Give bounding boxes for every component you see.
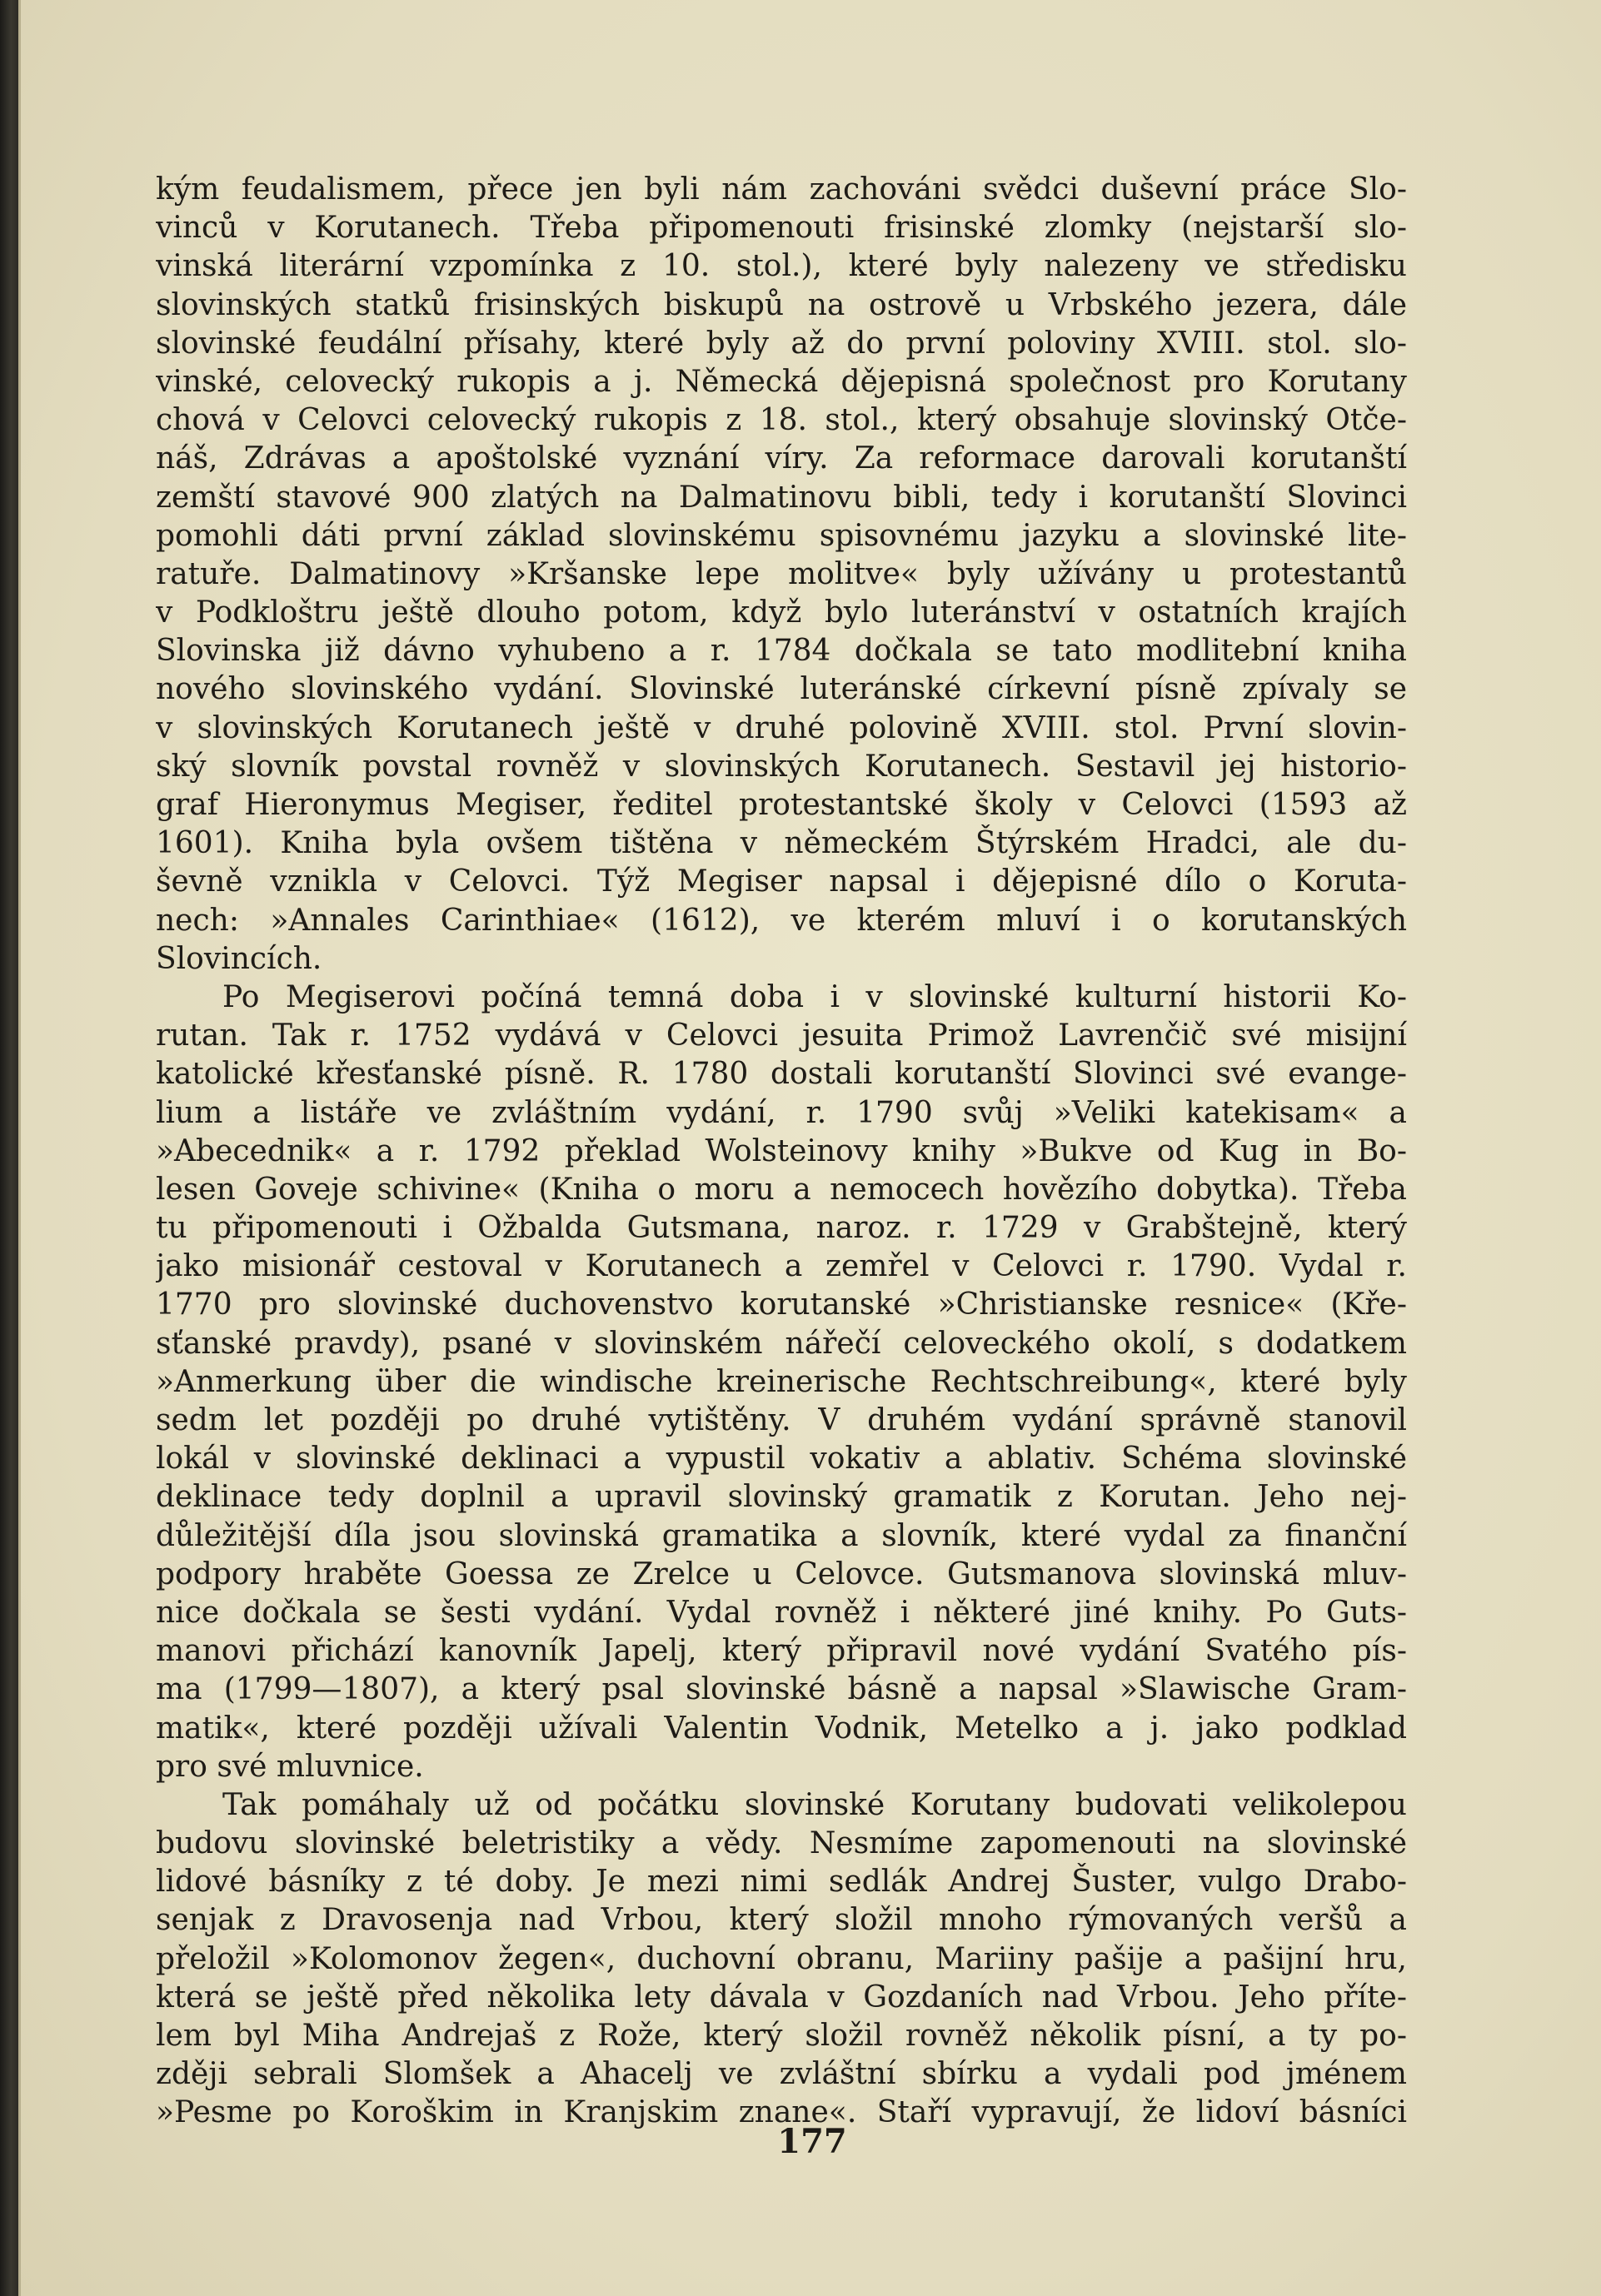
text-line: senjak z Dravosenja nad Vrbou, který složil mnoho rýmovaných veršů a <box>156 1903 1407 1938</box>
text-line: kým feudalismem, přece jen byli nám zachováni svědci duševní práce Slo- <box>156 172 1407 207</box>
text-line: vinců v Korutanech. Třeba připomenouti frisinské zlomky (nejstarší slo- <box>156 211 1407 246</box>
text-line: tu připomenouti i Ožbalda Gutsmana, naroz. r. 1729 v Grabštejně, který <box>156 1211 1407 1246</box>
text-line: vinské, celovecký rukopis a j. Německá dějepisná společnost pro Korutany <box>156 364 1407 399</box>
text-line: »Anmerkung über die windische kreinerische Rechtschreibung«, které byly <box>156 1364 1407 1399</box>
text-line: nového slovinského vydání. Slovinské luteránské církevní písně zpívaly se <box>156 672 1407 707</box>
text-line: »Abecednik« a r. 1792 překlad Wolsteinovy knihy »Bukve od Kug in Bo- <box>156 1133 1407 1168</box>
text-line: katolické křesťanské písně. R. 1780 dostali korutanští Slovinci své evange- <box>156 1057 1407 1092</box>
text-line: v slovinských Korutanech ještě v druhé polovině XVIII. stol. První slovin- <box>156 710 1407 745</box>
text-line: zemští stavové 900 zlatých na Dalmatinovu bibli, tedy i korutanští Slovinci <box>156 480 1407 515</box>
text-line: sedm let později po druhé vytištěny. V druhém vydání správně stanovil <box>156 1403 1407 1437</box>
text-line: Slovinska již dávno vyhubeno a r. 1784 dočkala se tato modlitební kniha <box>156 634 1407 669</box>
text-line: náš, Zdrávas a apoštolské vyznání víry. Za reformace darovali korutanští <box>156 441 1407 476</box>
text-line: nice dočkala se šesti vydání. Vydal rovněž i některé jiné knihy. Po Guts- <box>156 1595 1407 1630</box>
text-line: slovinských statků frisinských biskupů na ostrově u Vrbského jezera, dále <box>156 287 1407 322</box>
text-line: která se ještě před několika lety dávala v Gozdaních nad Vrbou. Jeho přítе- <box>156 1980 1407 2015</box>
text-line: jako misionář cestoval v Korutanech a zemřel v Celovci r. 1790. Vydal r. <box>156 1249 1407 1284</box>
text-line: 1770 pro slovinské duchovenstvo korutanské »Christianske resnice« (Kře- <box>156 1287 1407 1322</box>
text-line: lidové básníky z té doby. Je mezi nimi sedlák Andrej Šuster, vulgo Drabo- <box>156 1865 1407 1900</box>
text-line: lium a listáře ve zvláštním vydání, r. 1790 svůj »Veliki katekisam« a <box>156 1095 1407 1130</box>
text-line: zději sebrali Slomšek a Ahacelj ve zvláštní sbírku a vydali pod jménem <box>156 2057 1407 2092</box>
text-line: slovinské feudální přísahy, které byly až do první poloviny XVIII. stol. slo- <box>156 326 1407 361</box>
text-line: ratuře. Dalmatinovy »Kršanske lepe molitve« byly užívány u protestantů <box>156 556 1407 591</box>
book-spine-edge <box>0 0 18 2296</box>
text-line: pro své mluvnice. <box>156 1749 424 1784</box>
text-line: rutan. Tak r. 1752 vydává v Celovci jesuita Primož Lavrenčič své misijní <box>156 1019 1407 1053</box>
text-line: chová v Celovci celovecký rukopis z 18. stol., který obsahuje slovinský Otče- <box>156 403 1407 438</box>
text-line: budovu slovinské beletristiky a vědy. Nesmíme zapomenouti na slovinské <box>156 1826 1407 1861</box>
text-line: pomohli dáti první základ slovinskému spisovnému jazyku a slovinské lite- <box>156 518 1407 553</box>
text-line: matik«, které později užívali Valentin Vodnik, Metelko a j. jako podklad <box>156 1711 1407 1746</box>
text-line: ševně vznikla v Celovci. Týž Megiser napsal i dějepisné dílo o Koruta- <box>156 864 1407 899</box>
text-line: Slovincích. <box>156 941 322 976</box>
text-line: vinská literární vzpomínka z 10. stol.), které byly nalezeny ve středisku <box>156 249 1407 284</box>
text-line: podpory hraběte Goessa ze Zrelce u Celovce. Gutsmanova slovinská mluv- <box>156 1556 1407 1591</box>
text-line: lokál v slovinské deklinaci a vypustil vokativ a ablativ. Schéma slovinské <box>156 1442 1407 1477</box>
text-line: sťanské pravdy), psané v slovinském nářečí celoveckého okolí, s dodatkem <box>156 1326 1407 1361</box>
text-line: ma (1799—1807), a který psal slovinské básně a napsal »Slawische Gram- <box>156 1672 1407 1707</box>
text-line: nech: »Annales Carinthiae« (1612), ve kterém mluví i o korutanských <box>156 903 1407 938</box>
text-line: »Pesme po Koroškim in Kranjskim znane«. Staří vypravují, že lidoví básníci <box>156 2095 1407 2130</box>
text-line: Po Megiserovi počíná temná doba i v slovinské kulturní historii Ko- <box>222 979 1407 1014</box>
text-line: v Podkloštru ještě dlouho potom, když bylo luteránství v ostatních krajích <box>156 595 1407 630</box>
body-text <box>156 171 1407 2133</box>
text-line: důležitější díla jsou slovinská gramatika a slovník, které vydal za finanční <box>156 1518 1407 1553</box>
book-page <box>18 0 1601 2296</box>
text-line: graf Hieronymus Megiser, ředitel protestantské školy v Celovci (1593 až <box>156 788 1407 822</box>
text-line: lesen Goveje schivine« (Kniha o moru a nemocech hovězího dobytka). Třeba <box>156 1172 1407 1207</box>
text-line: Tak pomáhaly už od počátku slovinské Korutany budovati velikolepou <box>222 1787 1407 1822</box>
text-line: 1601). Kniha byla ovšem tištěna v německém Štýrském Hradci, ale du- <box>156 826 1407 861</box>
text-line: manovi přichází kanovník Japelj, který připravil nové vydání Svatého pís- <box>156 1634 1407 1669</box>
text-line: lem byl Miha Andrejaš z Rože, který složil rovněž několik písní, a ty po- <box>156 2019 1407 2053</box>
text-line: deklinace tedy doplnil a upravil slovinský gramatik z Korutan. Jeho nej- <box>156 1480 1407 1515</box>
text-line: ský slovník povstal rovněž v slovinských Korutanech. Sestavil jej historio- <box>156 749 1407 784</box>
page-number: 177 <box>777 2122 847 2161</box>
text-line: přeložil »Kolomonov žegen«, duchovní obranu, Mariiny pašije a pašijní hru, <box>156 1941 1407 1976</box>
